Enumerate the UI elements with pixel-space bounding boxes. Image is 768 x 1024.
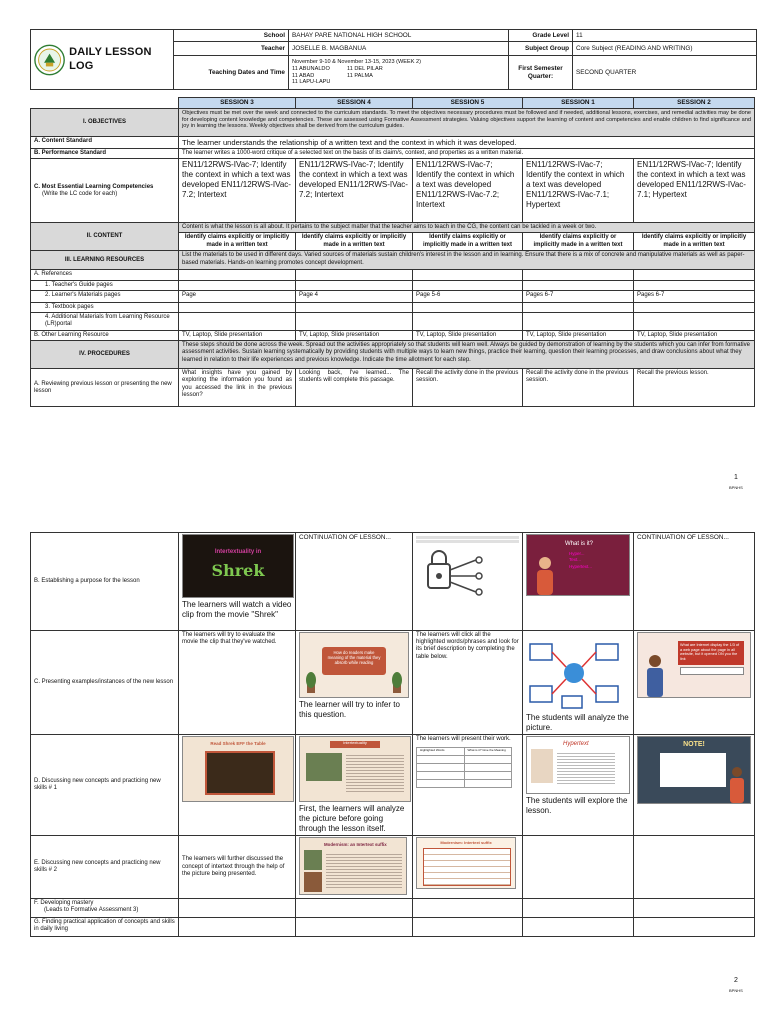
content-cell: Identify claims explicitly or implicitly made in a written text (523, 233, 634, 251)
section-item: 11 DEL PILAR (347, 65, 383, 72)
examples-s4-cell (296, 631, 413, 735)
what-is-it-lines (569, 551, 592, 570)
intertextuality-slide-title: Intertextuality (330, 741, 380, 748)
page-initials: BPNHS (729, 485, 743, 490)
competencies-sublabel: (Write the LC code for each) (42, 190, 118, 197)
competency-cell: EN11/12RWS-IVac-7; Identify the context in which a text was developed EN11/12RWS-IVac-7.2; Intertext (296, 159, 413, 223)
section-item: 11 ABUNALDO (292, 65, 330, 72)
purpose-label: B. Establishing a purpose for the lesson (31, 533, 179, 631)
mastery-label-cell (31, 899, 179, 918)
hypertext-slide-title: Hypertext (563, 741, 589, 748)
learning-resources-text: List the materials to be used in different days. Varied sources of materials sustain children's interest in the lesson and in learning. Ensure that there is a mix of concrete and manipulative materials as well as paper-based materials. Hands-on learning promotes concept development. (179, 251, 755, 270)
other-resources-label: B. Other Learning Resource (31, 331, 179, 341)
intertextuality-slide-thumbnail (299, 736, 411, 802)
competency-cell: EN11/12RWS-IVac-7; Identify the context in which a text was developed EN11/12RWS-IVac-7.1; Hypertext (634, 159, 755, 223)
reviewing-cell: What insights have you gained by exploring the information you found as you accessed the link in the previous lesson? (179, 369, 296, 407)
semester-label: First Semester Quarter: (509, 56, 573, 90)
purpose-s3-caption: The learners will watch a video clip from the movie "Shrek" (182, 600, 292, 619)
dates-label: Teaching Dates and Time (174, 56, 289, 90)
table-header: What is it? Give the Meaning (464, 748, 512, 756)
hypertext-diagram-image (526, 640, 626, 710)
web-page-slide-thumbnail (637, 632, 751, 698)
mastery-sublabel: (Leads to Formative Assessment 3) (44, 907, 139, 914)
examples-s2-cell (634, 631, 755, 735)
web-page-slide-text: What are Internet display the 1/3 of a web page about the page in all website, but it opened ON you the link (678, 641, 744, 665)
header-table (30, 29, 757, 90)
purpose-s1-cell (523, 533, 634, 631)
section-item: 11 LAPU-LAPU (292, 79, 331, 86)
shrek-slide-title: Intertextuality in (214, 549, 262, 555)
competencies-label: C. Most Essential Learning Competencies (34, 183, 154, 190)
page-initials: BPNHS (729, 988, 743, 993)
teacher-label: Teacher (174, 42, 289, 56)
note-slide-thumbnail (637, 736, 751, 804)
school-seal-icon (34, 43, 65, 77)
discussing2-label: E. Discussing new concepts and practicing new skills # 2 (31, 836, 179, 899)
subject-label: Subject Group (509, 42, 573, 56)
content-cell: Identify claims explicitly or implicitly made in a written text (413, 233, 523, 251)
dates-cell (289, 56, 509, 90)
network-lock-icon (416, 550, 516, 600)
performance-standard-text: The learner writes a 1000-word critique of a selected text on the basis of its claim/s, context, and properties as a written material. (179, 149, 755, 159)
learners-page: Page 4 (296, 290, 413, 302)
discussing1-s2-cell (634, 735, 755, 836)
session-header: SESSION 5 (413, 98, 523, 109)
shrek-table-slide-thumbnail (182, 736, 294, 802)
hypertext-slide-thumbnail (526, 736, 630, 794)
reviewing-cell: Recall the activity done in the previous session. (523, 369, 634, 407)
presenter-figure-icon (644, 653, 666, 697)
discussing1-s3-cell (179, 735, 296, 836)
section-item: 11 PALMA (347, 72, 373, 79)
subject-value: Core Subject (READING AND WRITING) (573, 42, 757, 56)
purpose-s3-cell (179, 533, 296, 631)
performance-standard-label: B. Performance Standard (31, 149, 179, 159)
discussing1-s5-cell (413, 735, 523, 836)
learners-page: Pages 6-7 (523, 290, 634, 302)
purpose-s4-cell (296, 533, 413, 631)
procedures-label: IV. PROCEDURES (31, 341, 179, 369)
discussing1-s4-cell (296, 735, 413, 836)
shrek-slide-thumbnail (182, 534, 294, 598)
session-header: SESSION 4 (296, 98, 413, 109)
content-standard-text: The learner understands the relationship of a written text and the context in which it was developed. (179, 137, 755, 149)
session-header: SESSION 1 (523, 98, 634, 109)
page-number: 1 (734, 474, 738, 481)
content-cell: Identify claims explicitly or implicitly made in a written text (634, 233, 755, 251)
reviewing-cell: Recall the previous lesson. (634, 369, 755, 407)
examples-s5-cell: The learners will click all the highlighted words/phrases and look for its brief description by completing the table below. (413, 631, 523, 735)
grade-label: Grade Level (509, 30, 573, 42)
slide-line: Text... (569, 557, 582, 563)
other-resource-cell: TV, Laptop, Slide presentation (634, 331, 755, 341)
discussing2-s5-cell (413, 836, 523, 899)
slide-line: Hypertext... (569, 563, 593, 569)
school-value: BAHAY PARE NATIONAL HIGH SCHOOL (289, 30, 509, 42)
examples-s1-caption: The students will analyze the picture. (526, 713, 629, 733)
modernism-table-slide-thumbnail (416, 837, 516, 889)
discussing1-s5-text: The learners will present their work. (416, 736, 511, 743)
plant-icon (304, 671, 318, 693)
grade-value: 11 (573, 30, 757, 42)
other-resource-cell: TV, Laptop, Slide presentation (413, 331, 523, 341)
objectives-text: Objectives must be met over the week and connected to the curriculum standards. To meet the objectives necessary procedures must be followed and if needed, additional lessons, exercises, and remedial activities may be done for developing content knowledge and competencies. These are assessed using Formative Assessment strategies. Valuing objectives support the learning of content and competencies and enable children to find significance and joy in learning the lessons. Weekly objectives shall be derived from the curriculum guides. (179, 109, 755, 137)
school-label: School (174, 30, 289, 42)
application-label: G. Finding practical application of concepts and skills in daily living (31, 918, 179, 937)
note-slide-title: NOTE! (683, 741, 705, 749)
content-label: II. CONTENT (31, 223, 179, 251)
discussing2-s4-cell (296, 836, 413, 899)
session-header: SESSION 2 (634, 98, 755, 109)
purpose-s2-cell (634, 533, 755, 631)
quarter-value: SECOND QUARTER (573, 56, 757, 90)
additional-materials-label: 4. Additional Materials from Learning Resource (LR)portal (31, 313, 179, 331)
teacher-figure-icon (533, 555, 557, 595)
discussing2-s3-cell: The learners will further discussed the concept of intertext through the help of the picture being presented. (179, 836, 296, 899)
table-header: Highlighted Words (417, 748, 465, 756)
learning-resources-label: III. LEARNING RESOURCES (31, 251, 179, 270)
shrek-slide-word: Shrek (211, 561, 265, 580)
plant-icon (390, 671, 404, 693)
learners-materials-label: 2. Learner's Materials pages (31, 290, 179, 302)
logo-title-cell (31, 30, 174, 90)
references-label: A. References (31, 270, 179, 280)
session-header: SESSION 3 (179, 98, 296, 109)
purpose-s5-cell (413, 533, 523, 631)
lesson-log-table-page-2 (30, 532, 755, 937)
discussing1-s1-caption: The students will explore the lesson. (526, 796, 628, 816)
examples-s1-cell (523, 631, 634, 735)
reviewing-cell: Looking back, I've learned... The students will complete this passage. (296, 369, 413, 407)
textbook-label: 3. Textbook pages (31, 302, 179, 312)
competency-cell: EN11/12RWS-IVac-7; Identify the context in which a text was developed EN11/12RWS-IVac-7.1; Hypertext (523, 159, 634, 223)
competency-cell: EN11/12RWS-IVac-7; Identify the context in which a text was developed EN11/12RWS-IVac-7.2; Intertext (413, 159, 523, 223)
content-cell: Identify claims explicitly or implicitly made in a written text (179, 233, 296, 251)
infer-slide-text: How do readers make meaning of the material they absorb while reading (322, 647, 386, 675)
other-resource-cell: TV, Laptop, Slide presentation (523, 331, 634, 341)
continuation-text: CONTINUATION OF LESSON... (637, 534, 729, 541)
discussing1-s1-cell (523, 735, 634, 836)
slide-line: Hyper... (569, 551, 585, 556)
other-resource-cell: TV, Laptop, Slide presentation (179, 331, 296, 341)
what-is-it-title: What is it? (565, 541, 594, 547)
competency-cell: EN11/12RWS-IVac-7; Identify the context in which a text was developed EN11/12RWS-IVac-7.2; Intertext (179, 159, 296, 223)
content-standard-label: A. Content Standard (31, 137, 179, 149)
examples-s3-cell: The learners will try to evaluate the movie the clip that they've watched. (179, 631, 296, 735)
examples-label: C. Presenting examples/instances of the new lesson (31, 631, 179, 735)
modernism-table-slide-title: Modernism: Intertext suffix (440, 840, 492, 846)
modernism-slide-title: Modernism: an Intertext suffix (324, 842, 387, 848)
other-resource-cell: TV, Laptop, Slide presentation (296, 331, 413, 341)
modernism-slide-thumbnail (299, 837, 407, 895)
shrek-table-slide-title: Read Shrek EFF the Table (210, 741, 266, 747)
dates-value: November 9-10 & November 13-15, 2023 (WEEK 2) (292, 59, 422, 66)
teachers-guide-label: 1. Teacher's Guide pages (31, 280, 179, 290)
objectives-label: I. OBJECTIVES (31, 109, 179, 137)
teacher-value: JOSELLE B. MAGBANUA (289, 42, 509, 56)
infer-slide-thumbnail (299, 632, 409, 698)
highlighted-words-table (416, 747, 512, 788)
discussing1-label: D. Discussing new concepts and practicing new skills # 1 (31, 735, 179, 836)
content-cell: Identify claims explicitly or implicitly made in a written text (296, 233, 413, 251)
learners-page: Pages 6-7 (634, 290, 755, 302)
discussing1-s4-caption: First, the learners will analyze the picture before going through the lesson itself. (299, 804, 405, 834)
learners-page: Page 5-6 (413, 290, 523, 302)
what-is-it-slide-thumbnail (526, 534, 630, 596)
content-note: Content is what the lesson is all about. It pertains to the subject matter that the teacher aims to teach in the CG, the content can be tackled in a week or two. (179, 223, 755, 233)
discussing2-s1-cell (523, 836, 634, 899)
reviewing-cell: Recall the activity done in the previous session. (413, 369, 523, 407)
examples-s4-caption: The learner will try to infer to this question. (299, 700, 400, 719)
page-number: 2 (734, 977, 738, 984)
mastery-label: F. Developing mastery (34, 900, 94, 907)
presenter-figure-icon (728, 765, 746, 803)
learners-page: Page (179, 290, 296, 302)
competencies-label-cell (31, 159, 179, 223)
discussing2-s2-cell (634, 836, 755, 899)
page-title: DAILY LESSON LOG (69, 46, 152, 72)
continuation-text: CONTINUATION OF LESSON... (299, 534, 391, 541)
procedures-text: These steps should be done across the week. Spread out the activities appropriately so that students will learn well. Always be guided by demonstration of learning by the students which you can infer from formative assessment activities. Sustain learning systematically by providing students with multiple ways to learn new things, practice their learning, question their learning processes, and draw conclusions about what they learned in relation to their life experiences and previous knowledge. Indicate the time allotment for each step. (179, 341, 755, 369)
section-item: 11 ABAD (292, 72, 315, 79)
reviewing-label: A. Reviewing previous lesson or presenting the new lesson (31, 369, 179, 407)
lesson-log-table (30, 97, 755, 407)
